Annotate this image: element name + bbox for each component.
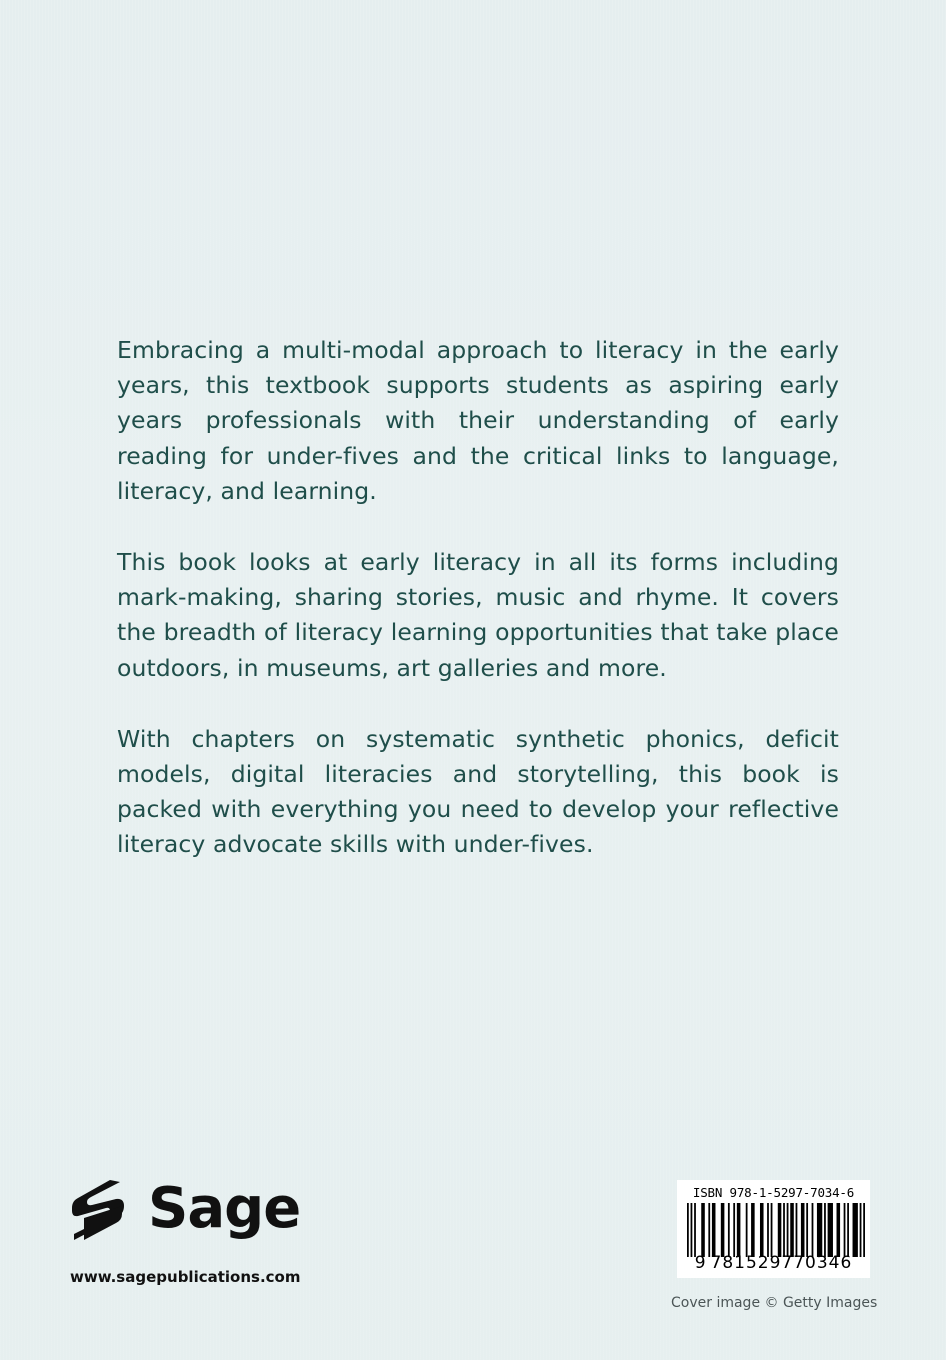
barcode-bar [828, 1203, 833, 1257]
barcode-lead-digit: 9 [694, 1253, 707, 1273]
barcode-bar [837, 1203, 841, 1257]
publisher-url[interactable]: www.sagepublications.com [70, 1268, 301, 1286]
blurb-paragraph-1: Embracing a multi-modal approach to literacy in the early years, this textbook supports students as aspiring early years professionals with their understanding of early reading for under-fives and the critical links to language, literacy, and learning. [117, 336, 839, 505]
barcode-bar [746, 1203, 748, 1257]
barcode-bar [728, 1203, 730, 1257]
barcode-bar [787, 1203, 789, 1257]
barcode-number: 781529770346 [710, 1253, 853, 1273]
barcode-bar [783, 1203, 785, 1257]
barcode-bars [687, 1203, 865, 1257]
blurb-paragraph-3: With chapters on systematic synthetic phonics, deficit models, digital literacies and storytelling, this book is packed with everything you need to develop your reflective literacy advocate skills with under-fives. [117, 724, 839, 859]
barcode-bar [767, 1203, 769, 1257]
barcode-bar [721, 1203, 725, 1257]
barcode-bar [691, 1203, 693, 1257]
barcode-bar [733, 1203, 735, 1257]
barcode-bar [687, 1203, 689, 1257]
sage-s-icon [70, 1178, 128, 1242]
barcode-bar [712, 1203, 716, 1257]
barcode-bar [817, 1203, 822, 1257]
barcode-bar [806, 1203, 808, 1257]
barcode-bar [824, 1203, 826, 1257]
barcode-bar [860, 1203, 862, 1257]
barcode-bar [844, 1203, 846, 1257]
barcode-bar [708, 1203, 710, 1257]
barcode-bar [737, 1203, 741, 1257]
blurb-paragraph-2: This book looks at early literacy in all its forms including mark-making, sharing stories, music and rhyme. It covers the breadth of literacy learning opportunities that take place outdoors, in museums, art galleries and more. [117, 548, 839, 682]
barcode-bar [847, 1203, 849, 1257]
barcode-bar [701, 1203, 705, 1257]
isbn-label: ISBN 978-1-5297-7034-6 [692, 1185, 855, 1200]
barcode-bar [790, 1203, 794, 1257]
barcode-bar [863, 1203, 865, 1257]
barcode-digits [677, 1253, 870, 1273]
barcode-bar [694, 1203, 696, 1257]
cover-image-credit: Cover image © Getty Images [671, 1295, 878, 1311]
barcode-bar [812, 1203, 814, 1257]
barcode-bar [771, 1203, 773, 1257]
barcode-bar [801, 1203, 805, 1257]
barcode-bar [796, 1203, 798, 1257]
barcode-bar [778, 1203, 782, 1257]
publisher-name: Sage [148, 1176, 301, 1241]
isbn-barcode [677, 1180, 870, 1278]
barcode-bar [853, 1203, 858, 1257]
barcode-bar [760, 1203, 764, 1257]
publisher-logo [70, 1178, 330, 1258]
barcode-bar [751, 1203, 755, 1257]
blurb [117, 333, 839, 899]
